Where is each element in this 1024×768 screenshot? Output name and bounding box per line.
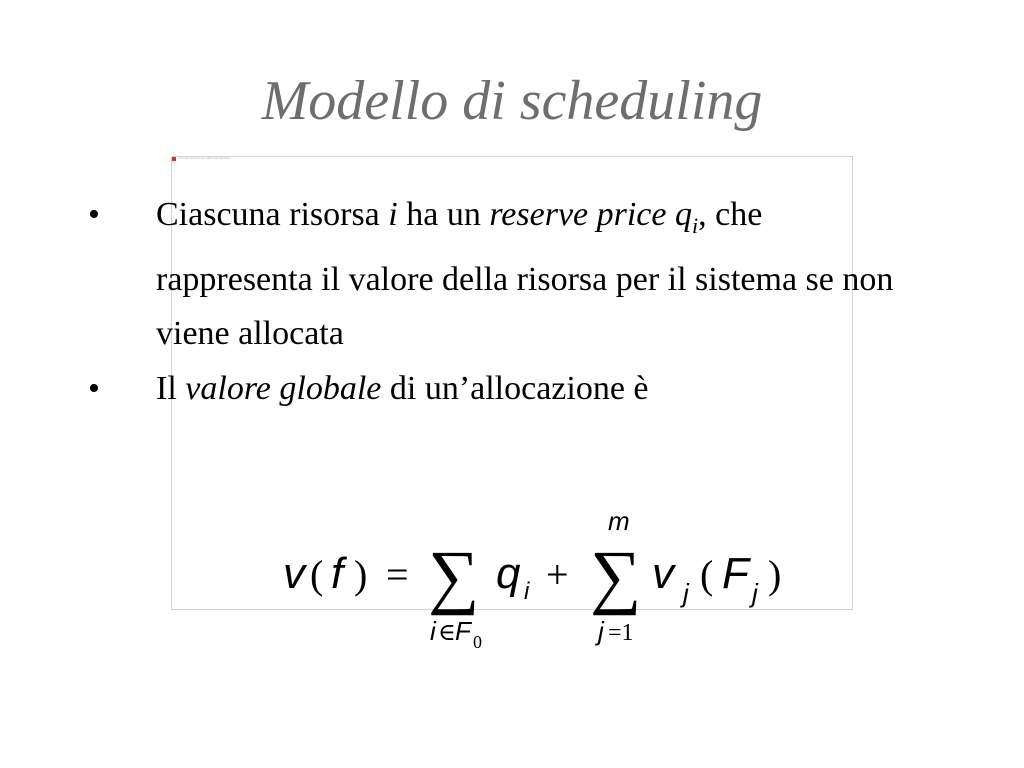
bullet-1-text-b: ha un xyxy=(397,196,490,233)
bullet-1-subscript-i: i xyxy=(691,212,699,238)
formula-sum-1-lower-in: ∈ xyxy=(438,620,456,646)
formula-q-sub: i xyxy=(524,578,530,605)
bullet-1-italic-reserve-price: reserve price q xyxy=(489,196,692,233)
embedded-object-icon xyxy=(172,157,176,161)
bullet-2-text-a: Il xyxy=(156,370,186,407)
bullet-2-text-b: di un’allocazione è xyxy=(381,370,649,407)
formula-F-sub: j xyxy=(752,578,758,608)
bullet-1-italic-i: i xyxy=(388,196,398,233)
formula-sum-1-lower-i: i xyxy=(430,616,436,646)
formula-sum-1: ∑ xyxy=(428,536,480,616)
formula-v: v xyxy=(652,549,674,598)
formula-lhs-open-paren: ( xyxy=(310,552,324,597)
bullet-text-2 xyxy=(156,362,916,416)
bullet-marker-1: • xyxy=(88,196,100,233)
formula-v-sub: j xyxy=(683,578,689,608)
formula-close-paren: ) xyxy=(768,552,782,597)
bullet-2-italic-valore-globale: valore globale xyxy=(185,370,382,407)
formula-open-paren: ( xyxy=(700,552,714,597)
formula-sum-1-lower-F-sub: 0 xyxy=(473,632,482,652)
formula-lhs-close-paren: ) xyxy=(354,552,368,597)
bullet-1-text-a: Ciascuna risorsa xyxy=(156,196,389,233)
formula-sum-2-lower-j: j xyxy=(598,616,604,646)
formula-sum-1-lower-F: F xyxy=(455,616,471,646)
embedded-object-caption: Formula inserita con Microsoft Equation xyxy=(178,156,231,160)
formula-sum-2-upper-m: m xyxy=(608,506,630,536)
bullet-text-1 xyxy=(156,188,916,361)
formula-sum-2: ∑ xyxy=(590,536,642,616)
formula-lhs-v: v xyxy=(283,549,305,598)
formula-q: q xyxy=(496,549,521,598)
formula-plus: + xyxy=(546,552,569,597)
formula-F: F xyxy=(722,549,749,598)
bullet-1-text-c: , che rappresenta il valore della risorsa per il sistema se non viene allocata xyxy=(156,196,894,352)
formula-sum-2-lower-eq-1: =1 xyxy=(608,620,634,646)
bullet-marker-2: • xyxy=(88,370,100,407)
formula-equals: = xyxy=(386,552,409,597)
slide-title: Modello di scheduling xyxy=(261,70,763,132)
formula-lhs-f: f xyxy=(331,549,344,598)
